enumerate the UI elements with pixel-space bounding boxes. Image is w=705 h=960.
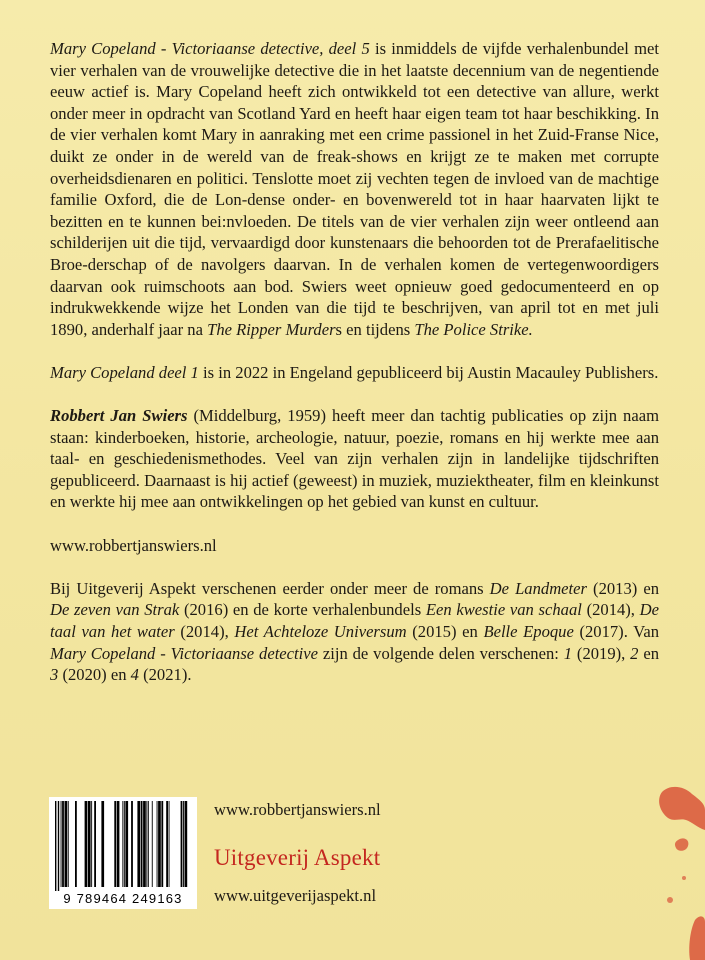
paint-splatter: [600, 770, 705, 960]
works-text: (2021).: [138, 665, 192, 685]
synopsis-text-a: is inmiddels de vijfde verhalenbundel met vier verhalen van de vrouwelijke detective die in het laatste decennium van de negentiende eeuw actief is. Mary Copeland heeft zich ontwikkeld tot een detective van allure, werkt onder meer in opdracht van Scotland Yard en heeft haar eigen team tot haar beschikking. In de vier verhalen komt Mary in aanraking met een crime passionel in het Zuid-Franse Nice, duikt ze onder in de wereld van de freak-shows en krijgt ze te maken met corrupte overheidsdienaren en politici. Tenslotte moet zij vechten tegen de invloed van de machtige familie Oxford, die de Lon-dense onder- en bovenwereld tot in haar haarvaten lijkt te bezitten en te kunnen bei:nvloeden. De titels van de vier verhalen zijn weer ontleend aan schilderijen uit die tijd, vervaardigd door kunstenaars die behoorden tot de Prerafaelitische Broe-derschap of de navolgers daarvan. In de verhalen komen de vertegenwoordigers daarvan ook ruimschoots aan bod. Swiers weet opnieuw goed gedocumenteerd en op indrukwekkende wijze het Londen van die tijd te beschrijven, van april tot en met juli 1890, anderhalf jaar na: [50, 39, 659, 339]
works-text: zijn de volgende delen verschenen:: [318, 643, 564, 663]
work-title: Een kwestie van schaal: [425, 600, 582, 620]
works-text: (2019),: [572, 643, 631, 663]
works-text: (2014),: [174, 622, 235, 642]
work-title: De zeven van Strak: [50, 600, 180, 620]
author-website: www.robbertjanswiers.nl: [50, 535, 217, 555]
author-bio-text: (Middelburg, 1959) heeft meer dan tachtig publicaties op zijn naam staan: kinderboeken, historie, archeologie, natuur, poezie, romans en hij werkte mee aan taal- en geschiedenismethodes. Veel van zijn verhalen zijn in landelijke tijdschriften gepubliceerd. Daarnaast is hij actief (geweest) in muziek, muziektheater, film en kleinkunst en werkte hij mee aan ontwikkelingen op het gebied van kunst en cultuur.: [50, 406, 659, 512]
publisher-name: Uitgeverij Aspekt: [214, 845, 381, 870]
police-strike-title: The Police Strike.: [414, 319, 533, 339]
publisher-url: www.uitgeverijaspekt.nl: [214, 886, 377, 905]
series-title: Mary Copeland - Victoriaanse detective, deel 5: [50, 39, 370, 58]
barcode-bars: [49, 797, 197, 891]
volume-number: 3: [50, 665, 59, 685]
english-edition-paragraph: [50, 362, 659, 384]
series-title: Mary Copeland - Victoriaanse detective: [50, 643, 318, 663]
works-text: (2015) en: [406, 622, 484, 642]
author-bio-paragraph: [50, 405, 659, 513]
previous-works-paragraph: [50, 578, 659, 686]
ripper-title: The Ripper Murder: [207, 319, 336, 339]
work-title: Belle Epoque: [483, 622, 574, 642]
isbn-barcode: [49, 797, 197, 909]
work-title: De taal van het water: [50, 600, 660, 642]
synopsis-paragraph: [50, 38, 659, 340]
works-text: (2014),: [581, 600, 640, 620]
deel-1-title: Mary Copeland deel 1: [50, 362, 199, 382]
english-edition-text: is in 2022 in Engeland gepubliceerd bij Austin Macauley Publishers.: [198, 362, 659, 382]
back-cover-text: [50, 38, 659, 707]
volume-number: 2: [630, 643, 639, 663]
author-name: Robbert Jan Swiers: [50, 406, 188, 426]
volume-number: 4: [130, 665, 139, 685]
works-text: (2013) en: [586, 578, 659, 598]
works-text: (2020) en: [58, 665, 131, 685]
work-title: De Landmeter: [489, 578, 587, 598]
works-text: Bij Uitgeverij Aspekt verschenen eerder onder meer de romans: [50, 578, 490, 598]
works-text: (2017). Van: [573, 622, 659, 642]
synopsis-text-b: s en tijdens: [335, 319, 415, 339]
work-title: Het Achteloze Universum: [234, 622, 407, 642]
isbn-digits: 9 789464 249163: [63, 891, 183, 906]
works-text: (2016) en de korte verhalenbundels: [179, 600, 426, 620]
works-text: en: [638, 643, 659, 663]
volume-number: 1: [563, 643, 573, 663]
author-url: www.robbertjanswiers.nl: [214, 800, 381, 819]
